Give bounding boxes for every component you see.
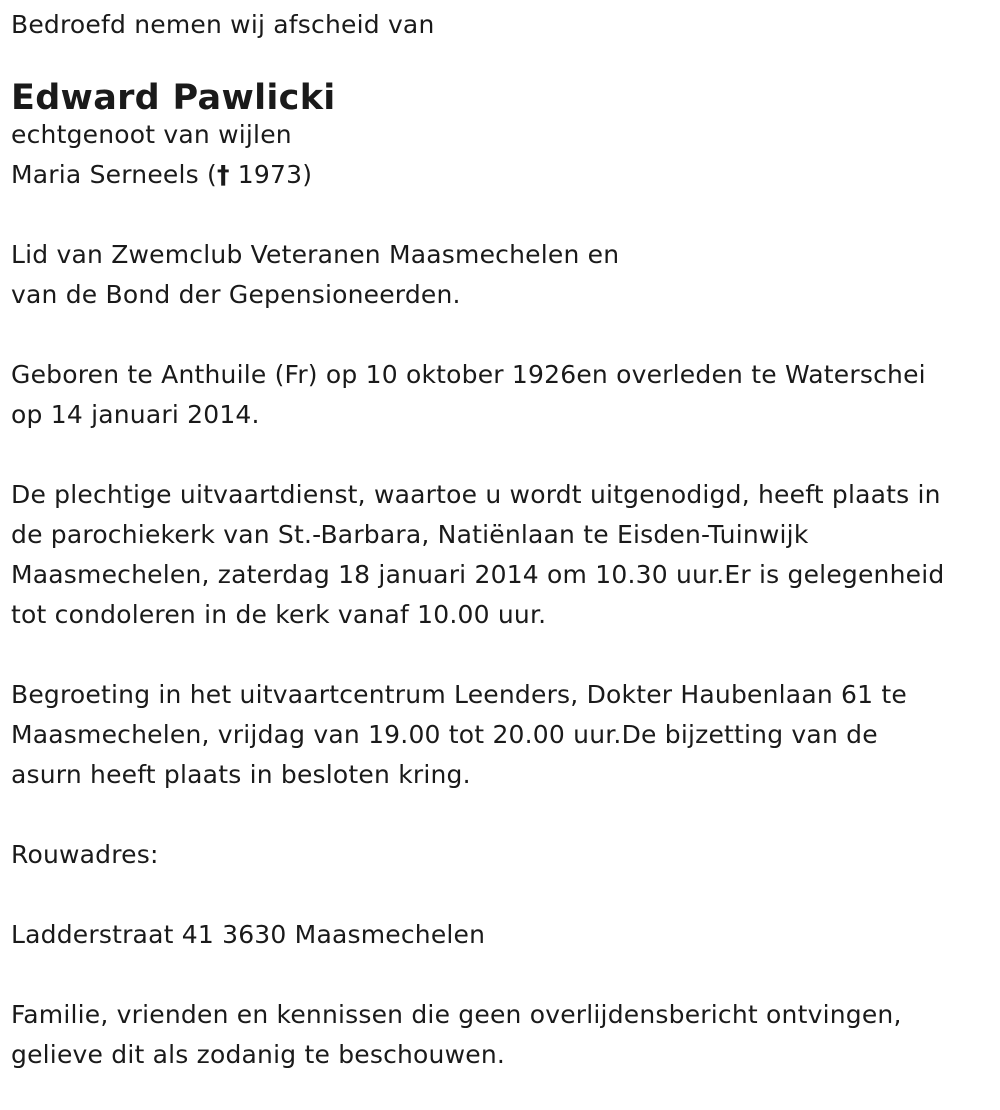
spouse-name-line — [11, 155, 996, 195]
service-line-1: De plechtige uitvaartdienst, waartoe u wordt uitgenodigd, heeft plaats in — [11, 480, 941, 509]
deceased-name: Edward Pawlicki — [11, 78, 336, 118]
spouse-name: Maria Serneels ( — [11, 160, 217, 189]
service-line-2: de parochiekerk van St.-Barbara, Natiënlaan te Eisden-Tuinwijk — [11, 520, 809, 549]
membership-line-2: van de Bond der Gepensioneerden. — [11, 280, 461, 309]
spouse-line: echtgenoot van wijlen — [11, 120, 292, 149]
obituary-notice — [11, 0, 996, 1075]
intro-text: Bedroefd nemen wij afscheid van — [11, 10, 435, 39]
cross-icon: † — [216, 160, 230, 189]
membership-line-1: Lid van Zwemclub Veteranen Maasmechelen en — [11, 240, 620, 269]
service-line-3: Maasmechelen, zaterdag 18 januari 2014 om 10.30 uur.Er is gelegenheid — [11, 560, 945, 589]
service-line-4: tot condoleren in de kerk vanaf 10.00 uur. — [11, 600, 547, 629]
viewing-line-1: Begroeting in het uitvaartcentrum Leenders, Dokter Haubenlaan 61 te — [11, 680, 907, 709]
address-label: Rouwadres: — [11, 840, 159, 869]
spouse-death-year: 1973) — [229, 160, 313, 189]
birth-death-line-1: Geboren te Anthuile (Fr) op 10 oktober 1926en overleden te Waterschei — [11, 360, 926, 389]
birth-death-line-2: op 14 januari 2014. — [11, 400, 260, 429]
closing-line-2: gelieve dit als zodanig te beschouwen. — [11, 1040, 506, 1069]
address: Ladderstraat 41 3630 Maasmechelen — [11, 920, 486, 949]
viewing-line-3: asurn heeft plaats in besloten kring. — [11, 760, 471, 789]
closing-line-1: Familie, vrienden en kennissen die geen overlijdensbericht ontvingen, — [11, 1000, 902, 1029]
viewing-line-2: Maasmechelen, vrijdag van 19.00 tot 20.00 uur.De bijzetting van de — [11, 720, 878, 749]
